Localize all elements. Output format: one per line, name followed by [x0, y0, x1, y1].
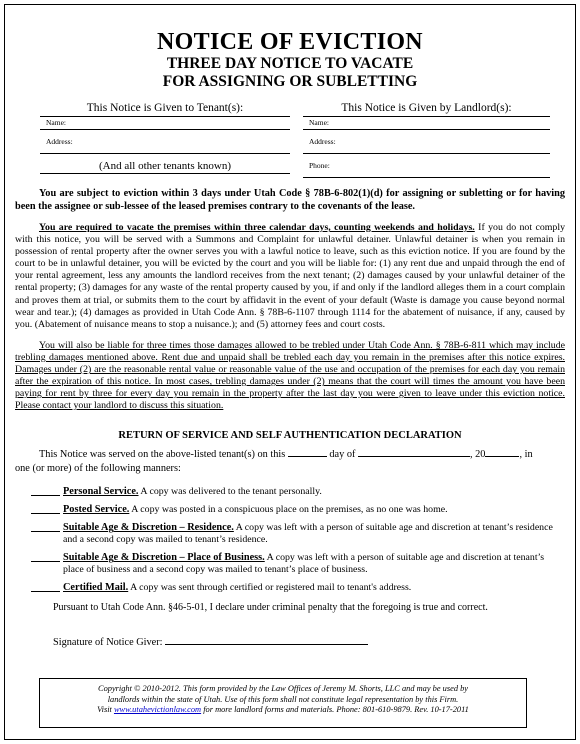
manner-text: A copy was left with a person of suitable age and discretion at tenant’s place of business and a second copy was mailed to tenant’s place of business.	[63, 552, 545, 576]
served-text-d: , in	[519, 449, 533, 461]
served-day-blank[interactable]	[288, 447, 327, 457]
manner-checkbox-blank[interactable]	[31, 513, 60, 514]
footer-contact-text: for more landlord forms and materials. Phone: 801-610-9879. Rev. 10-17-2011	[201, 705, 469, 714]
landlord-heading: This Notice is Given by Landlord(s):	[303, 102, 550, 117]
footer-line-1: Copyright © 2010-2012. This form provided by the Law Offices of Jeremy M. Shorts, LLC and may be used by	[97, 684, 469, 693]
footer-line-3	[40, 705, 526, 716]
signature-label: Signature of Notice Giver:	[53, 637, 163, 649]
landlord-block	[303, 102, 550, 178]
vacate-lead: You are required to vacate the premises within three calendar days, counting weekends and holidays.	[39, 222, 475, 233]
vacate-paragraph	[15, 222, 565, 331]
manner-title: Certified Mail.	[63, 582, 129, 594]
manner-text: A copy was delivered to the tenant personally.	[138, 486, 322, 498]
landlord-name-field[interactable]: Name:	[303, 117, 550, 130]
eviction-warning: You are subject to eviction within 3 days under Utah Code § 78B-6-802(1)(d) for assigning or subletting or for having been the assignee or sub-lessee of the leased premises contrary to the covenants of the lease.	[15, 188, 565, 212]
manner-title: Posted Service.	[63, 504, 130, 516]
manner-posted-service	[15, 504, 565, 516]
served-text-c: , 20	[469, 449, 486, 461]
served-month-blank[interactable]	[358, 447, 470, 457]
served-text-a: This Notice was served on the above-listed tenant(s) on this	[39, 449, 286, 461]
manner-certified-mail	[15, 582, 565, 594]
manner-residence	[15, 522, 565, 546]
notice-page	[4, 4, 576, 740]
parties-section	[15, 102, 565, 180]
tenant-name-field[interactable]: Name:	[40, 117, 290, 130]
served-statement	[15, 447, 565, 462]
document-subtitle-1: THREE DAY NOTICE TO VACATE	[166, 55, 414, 72]
copyright-footer	[39, 678, 527, 728]
manner-title: Suitable Age & Discretion – Residence.	[63, 522, 234, 534]
vacate-text: If you do not comply with this notice, you will be served with a Summons and Complaint for unlawful detainer. Unlawful detainer is when you remain in possession of rental property after the owner serves you with a lawful notice to leave, such as this eviction notice. If you are found by the court to be in unlawful detainer, you will be evicted by the court and you will be liable for: (1) any rent due and unpaid through the end of your rental agreement, less any amounts the landlord receives from the next tenant; (2) damages caused by your unlawful detainer of the rental property; (3) damages for any waste of the rental property caused by you, if and only if the landlord alleges them in a court complain and proves them at trial, or submits them to the court by affidavit in the event of your default (Waste is damage you cause beyond normal wear and tear.); (4) damages as provided in Utah Code Ann. § 78B-6-1107 through 1114 for the abatement of nuisance, if any, caused by you. (Abatement of nuisance means to stop a nuisance.); and (5) attorney fees and court costs.	[15, 222, 566, 330]
served-manners-intro: one (or more) of the following manners:	[15, 463, 181, 475]
manner-text: A copy was sent through certified or registered mail to tenant's address.	[128, 582, 412, 594]
manner-title: Personal Service.	[63, 486, 139, 498]
return-of-service-heading: RETURN OF SERVICE AND SELF AUTHENTICATION DECLARATION	[118, 430, 462, 442]
footer-website-link[interactable]: www.utahevictionlaw.com	[113, 705, 202, 714]
served-text-b: day of	[329, 449, 356, 461]
manner-title: Suitable Age & Discretion – Place of Business.	[63, 552, 265, 564]
landlord-phone-field[interactable]: Phone:	[303, 154, 550, 178]
document-subtitle-2: FOR ASSIGNING OR SUBLETTING	[162, 73, 418, 90]
tenant-heading: This Notice is Given to Tenant(s):	[40, 102, 290, 117]
footer-visit-text: Visit	[97, 705, 114, 714]
signature-blank[interactable]	[165, 635, 368, 645]
manner-place-of-business	[15, 552, 565, 576]
other-tenants-note: (And all other tenants known)	[40, 160, 290, 174]
landlord-address-field[interactable]: Address:	[303, 130, 550, 154]
manner-checkbox-blank[interactable]	[31, 591, 60, 592]
manner-text: A copy was posted in a conspicuous place on the premises, as no one was home.	[129, 504, 448, 516]
served-year-blank[interactable]	[485, 447, 519, 457]
manner-personal-service	[15, 486, 565, 498]
manner-checkbox-blank[interactable]	[31, 495, 60, 496]
declaration-statement: Pursuant to Utah Code Ann. §46-5-01, I declare under criminal penalty that the foregoing is true and correct.	[53, 602, 488, 614]
document-title: NOTICE OF EVICTION	[157, 29, 423, 55]
treble-damages-paragraph: You will also be liable for three times those damages allowed to be trebled under Utah Code Ann. § 78B-6-811 which may include trebling damages mentioned above. Rent due and unpaid shall be trebled each day you remain in the premises after this notice expires. Damages under (2) are the reasonable rental value or reasonable value of the use and occupation of the premises for each day you remain after the expiration of this notice. In most cases, trebling damages under (2) means that the court will times the amount you have been paying for rent by three for every day you remain in the property after the last day you were given to leave under this eviction notice. Please contact your landlord to discuss this situation.	[15, 339, 565, 412]
manner-checkbox-blank[interactable]	[31, 531, 60, 532]
service-manners-list	[15, 486, 565, 594]
tenant-block	[40, 102, 290, 174]
manner-text: A copy was left with a person of suitable age and discretion at tenant’s residence and a second copy was mailed to tenant’s residence.	[63, 522, 553, 546]
signature-line	[15, 635, 565, 649]
footer-line-2: landlords within the state of Utah. Use of this form shall not constitute legal representation by this Firm.	[107, 694, 459, 704]
tenant-address-field[interactable]: Address:	[40, 130, 290, 154]
manner-checkbox-blank[interactable]	[31, 561, 60, 562]
